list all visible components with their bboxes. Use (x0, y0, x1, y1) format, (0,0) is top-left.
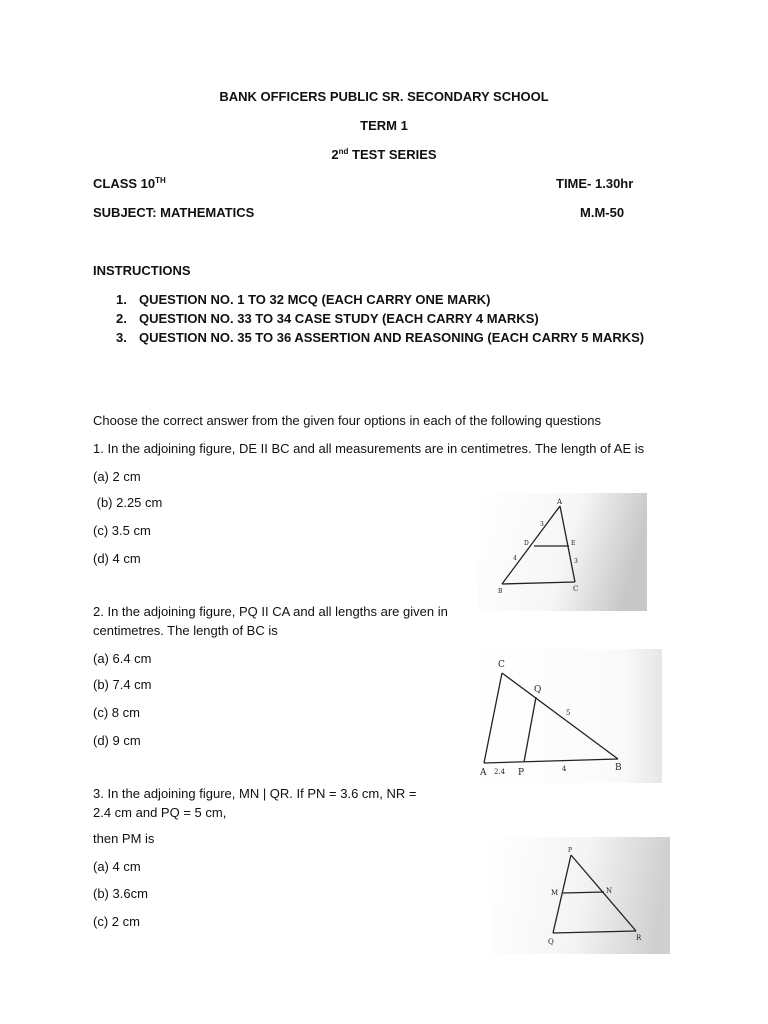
class-label: CLASS 10TH (93, 176, 166, 191)
question-2-figure (470, 649, 662, 783)
question-3-option-c: (c) 2 cm (93, 914, 140, 929)
vertex-b-label: B (615, 763, 622, 773)
question-2-option-d: (d) 9 cm (93, 733, 141, 748)
length-qb-label: 5 (566, 709, 571, 717)
vertex-q-label: Q (548, 938, 554, 946)
vertex-p-label: P (568, 847, 573, 854)
intro-text: Choose the correct answer from the given four options in each of the following questions (93, 413, 602, 428)
vertex-d-label: D (524, 540, 529, 547)
question-2-text-line-2: centimetres. The length of BC is (93, 623, 278, 638)
subject-label: SUBJECT: MATHEMATICS (93, 205, 255, 220)
vertex-n-label: N (606, 887, 613, 895)
question-3-text-line-2: 2.4 cm and PQ = 5 cm, (93, 805, 227, 820)
question-2-option-c: (c) 8 cm (93, 705, 140, 720)
vertex-q-label: Q (534, 685, 542, 695)
time-label: TIME- 1.30hr (556, 176, 634, 191)
instruction-item: QUESTION NO. 33 TO 34 CASE STUDY (EACH CARRY 4 MARKS) (139, 311, 539, 326)
vertex-b-label: B (498, 588, 503, 595)
question-3-text-line-1: 3. In the adjoining figure, MN | QR. If PN = 3.6 cm, NR = (93, 786, 417, 801)
question-3-text-line-3: then PM is (93, 831, 155, 846)
length-ad-label: 3 (540, 521, 544, 528)
school-name: BANK OFFICERS PUBLIC SR. SECONDARY SCHOOL (219, 89, 549, 104)
vertex-c-label: C (498, 660, 505, 670)
max-marks-label: M.M-50 (580, 205, 625, 220)
question-3-option-a: (a) 4 cm (93, 859, 141, 874)
vertex-r-label: R (636, 934, 642, 942)
vertex-p-label: P (518, 768, 525, 778)
question-3-option-b: (b) 3.6cm (93, 886, 148, 901)
test-series-label: 2nd TEST SERIES (331, 147, 437, 162)
length-db-label: 4 (513, 555, 517, 562)
vertex-a-label: A (480, 768, 487, 778)
question-2-text-line-1: 2. In the adjoining figure, PQ II CA and all lengths are given in (93, 604, 448, 619)
question-2-option-a: (a) 6.4 cm (93, 651, 152, 666)
question-1-option-b: (b) 2.25 cm (93, 495, 163, 510)
vertex-c-label: C (573, 585, 579, 593)
vertex-m-label: M (551, 889, 559, 897)
length-ec-label: 3 (574, 558, 578, 565)
vertex-e-label: E (571, 540, 576, 547)
instructions-title: INSTRUCTIONS (93, 263, 191, 278)
question-1-text: 1. In the adjoining figure, DE II BC and all measurements are in centimetres. The length of AE is (93, 441, 645, 456)
question-1-option-c: (c) 3.5 cm (93, 523, 151, 538)
length-ap-label: 2.4 (494, 768, 506, 776)
vertex-a-label: A (557, 498, 563, 506)
question-1-figure (478, 493, 647, 611)
instruction-item: QUESTION NO. 35 TO 36 ASSERTION AND REASONING (EACH CARRY 5 MARKS) (139, 330, 645, 345)
question-1-option-d: (d) 4 cm (93, 551, 141, 566)
question-3-figure (490, 837, 670, 954)
instruction-number: 2. (116, 311, 127, 326)
term-label: TERM 1 (360, 118, 408, 133)
length-pb-label: 4 (562, 765, 567, 773)
question-2-option-b: (b) 7.4 cm (93, 677, 152, 692)
instruction-number: 3. (116, 330, 127, 345)
question-1-option-a: (a) 2 cm (93, 469, 141, 484)
instruction-number: 1. (116, 292, 127, 307)
instruction-item: QUESTION NO. 1 TO 32 MCQ (EACH CARRY ONE MARK) (139, 292, 491, 307)
